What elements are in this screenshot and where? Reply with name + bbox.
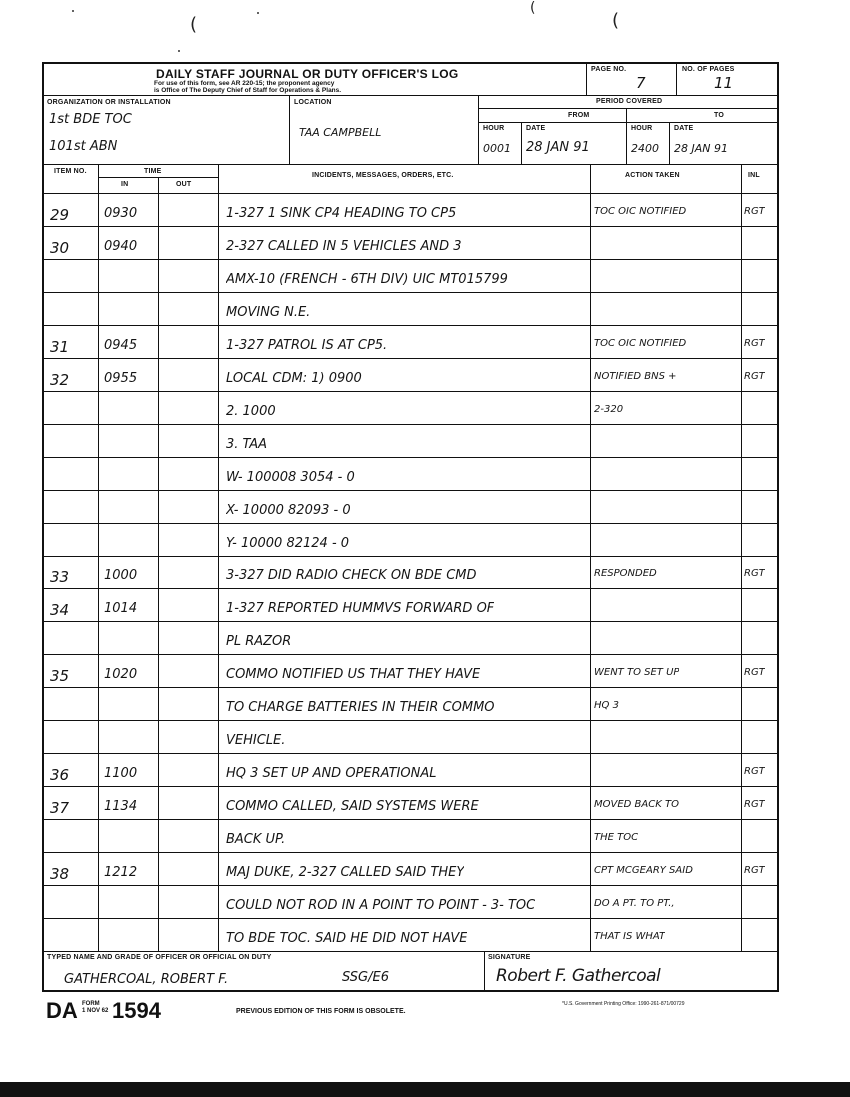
- incident-text: 2-327 CALLED IN 5 VEHICLES AND 3: [226, 238, 462, 254]
- incident-text: MOVING N.E.: [226, 304, 311, 320]
- incident-text: MAJ DUKE, 2-327 CALLED SAID THEY: [226, 865, 465, 881]
- col-init: INL: [748, 172, 760, 179]
- form-date: 1 NOV 62: [82, 1008, 109, 1014]
- table-row: [44, 621, 777, 654]
- table-row: [44, 259, 777, 292]
- page-no-value: 7: [636, 74, 646, 92]
- incident-text: X- 10000 82093 - 0: [226, 502, 351, 518]
- incident-text: COMMO CALLED, SAID SYSTEMS WERE: [226, 799, 479, 815]
- item-number: 30: [50, 238, 70, 257]
- action-taken: HQ 3: [594, 700, 619, 712]
- from-hour-label: HOUR: [483, 125, 505, 132]
- time-in: 1000: [104, 568, 138, 584]
- to-hour-value: 2400: [631, 142, 659, 155]
- incident-text: AMX-10 (FRENCH - 6TH DIV) UIC MT015799: [226, 271, 508, 287]
- table-row: [44, 885, 777, 918]
- incident-text: W- 100008 3054 - 0: [226, 469, 355, 485]
- typed-name-label: TYPED NAME AND GRADE OF OFFICER OR OFFICIAL ON DUTY: [47, 954, 272, 961]
- item-number: 31: [50, 337, 70, 356]
- stray-dot: [178, 50, 180, 52]
- signature: Robert F. Gathercoal: [496, 966, 661, 986]
- table-row: [44, 819, 777, 852]
- action-taken: TOC OIC NOTIFIED: [594, 205, 687, 217]
- table-row: [44, 391, 777, 424]
- incident-text: 2. 1000: [226, 403, 276, 419]
- table-row: [44, 588, 777, 621]
- form-label: FORM: [82, 1001, 100, 1007]
- action-taken: TOC OIC NOTIFIED: [594, 337, 687, 349]
- page-no-label: PAGE NO.: [591, 66, 627, 73]
- initials: RGT: [744, 370, 765, 382]
- action-taken: THAT IS WHAT: [594, 930, 666, 942]
- col-item-no: ITEM NO.: [54, 168, 87, 175]
- table-row: [44, 753, 777, 786]
- table-row: [44, 424, 777, 457]
- to-date-value: 28 JAN 91: [674, 142, 728, 155]
- col-incidents: INCIDENTS, MESSAGES, ORDERS, ETC.: [312, 172, 454, 179]
- initials: RGT: [744, 766, 765, 778]
- incident-text: 3. TAA: [226, 436, 268, 452]
- time-in: 1014: [104, 601, 138, 617]
- action-taken: 2-320: [594, 403, 624, 415]
- col-action: ACTION TAKEN: [625, 172, 680, 179]
- incident-text: TO BDE TOC. SAID HE DID NOT HAVE: [226, 930, 468, 946]
- journal-form: [42, 62, 779, 992]
- initials: RGT: [744, 667, 765, 679]
- incident-text: 3-327 DID RADIO CHECK ON BDE CMD: [226, 568, 477, 584]
- stray-mark: (: [530, 0, 536, 16]
- time-in: 0930: [104, 205, 138, 221]
- initials: RGT: [744, 205, 765, 217]
- form-number: 1594: [112, 998, 161, 1023]
- incident-text: LOCAL CDM: 1) 0900: [226, 370, 362, 386]
- table-row: [44, 786, 777, 819]
- table-row: [44, 852, 777, 885]
- action-taken: WENT TO SET UP: [594, 667, 680, 679]
- item-number: 35: [50, 667, 70, 686]
- incident-text: Y- 10000 82124 - 0: [226, 535, 350, 551]
- form-da-label: DA: [46, 998, 78, 1023]
- table-row: [44, 654, 777, 687]
- time-in: 0955: [104, 370, 138, 386]
- incident-text: 1-327 PATROL IS AT CP5.: [226, 337, 388, 353]
- no-of-pages-label: NO. OF PAGES: [682, 66, 735, 73]
- table-row: [44, 918, 777, 951]
- item-number: 38: [50, 865, 70, 884]
- form-subtitle-2: is Office of The Deputy Chief of Staff for Operations & Plans.: [154, 87, 342, 94]
- stray-dot: [72, 10, 74, 12]
- table-row: [44, 457, 777, 490]
- table-row: [44, 523, 777, 556]
- table-row: [44, 226, 777, 259]
- time-in: 1134: [104, 799, 138, 815]
- table-row: [44, 490, 777, 523]
- incident-text: 1-327 1 SINK CP4 HEADING TO CP5: [226, 205, 457, 221]
- time-in: 1100: [104, 766, 138, 782]
- item-number: 36: [50, 766, 70, 785]
- signature-label: SIGNATURE: [488, 954, 531, 961]
- from-date-label: DATE: [526, 125, 546, 132]
- to-date-label: DATE: [674, 125, 694, 132]
- action-taken: RESPONDED: [594, 568, 657, 580]
- initials: RGT: [744, 337, 765, 349]
- form-date-block: [82, 1001, 108, 1015]
- time-in: 1212: [104, 865, 138, 881]
- initials: RGT: [744, 568, 765, 580]
- table-row: [44, 687, 777, 720]
- from-hour-value: 0001: [483, 142, 511, 155]
- from-date-value: 28 JAN 91: [526, 140, 590, 155]
- stray-mark: (: [190, 14, 198, 35]
- item-number: 33: [50, 568, 70, 587]
- gpo-note: *U.S. Government Printing Office: 1990-261-871/00729: [562, 1001, 685, 1007]
- incident-text: PL RAZOR: [226, 634, 292, 650]
- action-taken: CPT MCGEARY SAID: [594, 865, 693, 877]
- col-time: TIME: [144, 168, 162, 175]
- period-from-label: FROM: [568, 112, 590, 119]
- table-row: [44, 193, 777, 226]
- location-label: LOCATION: [294, 99, 332, 106]
- col-out: OUT: [176, 181, 192, 188]
- item-number: 32: [50, 370, 70, 389]
- typed-name-value: GATHERCOAL, ROBERT F.: [64, 972, 229, 987]
- time-in: 0940: [104, 238, 138, 254]
- item-number: 37: [50, 799, 70, 818]
- incident-text: HQ 3 SET UP AND OPERATIONAL: [226, 766, 437, 782]
- incident-text: VEHICLE.: [226, 733, 286, 749]
- table-row: [44, 358, 777, 391]
- initials: RGT: [744, 865, 765, 877]
- form-subtitle-1: For use of this form, see AR 220-15; the proponent agency: [154, 80, 335, 87]
- scan-edge-bar: [0, 1082, 850, 1097]
- action-taken: NOTIFIED BNS +: [594, 370, 677, 382]
- org-line-1: 1st BDE TOC: [49, 112, 132, 127]
- incident-text: BACK UP.: [226, 832, 286, 848]
- time-in: 1020: [104, 667, 138, 683]
- incident-text: TO CHARGE BATTERIES IN THEIR COMMO: [226, 700, 495, 716]
- incident-text: COMMO NOTIFIED US THAT THEY HAVE: [226, 667, 481, 683]
- no-of-pages-value: 11: [714, 74, 734, 92]
- period-label: PERIOD COVERED: [596, 98, 663, 105]
- item-number: 29: [50, 205, 70, 224]
- form-title: DAILY STAFF JOURNAL OR DUTY OFFICER'S LOG: [156, 67, 459, 81]
- table-row: [44, 556, 777, 589]
- col-in: IN: [121, 181, 129, 188]
- table-row: [44, 325, 777, 358]
- initials: RGT: [744, 799, 765, 811]
- incident-text: 1-327 REPORTED HUMMVS FORWARD OF: [226, 601, 495, 617]
- location-value: TAA CAMPBELL: [299, 126, 382, 139]
- to-hour-label: HOUR: [631, 125, 653, 132]
- item-number: 34: [50, 601, 70, 620]
- org-line-2: 101st ABN: [49, 139, 118, 154]
- org-label: ORGANIZATION OR INSTALLATION: [47, 99, 171, 106]
- incident-text: COULD NOT ROD IN A POINT TO POINT - 3- TOC: [226, 898, 536, 914]
- grade-value: SSG/E6: [342, 970, 389, 985]
- action-taken: DO A PT. TO PT.,: [594, 898, 675, 910]
- table-row: [44, 720, 777, 753]
- log-entries: [44, 193, 777, 951]
- previous-edition-note: PREVIOUS EDITION OF THIS FORM IS OBSOLETE.: [236, 1008, 406, 1015]
- period-to-label: TO: [714, 112, 724, 119]
- table-row: [44, 292, 777, 325]
- stray-dot: [257, 12, 259, 14]
- time-in: 0945: [104, 337, 138, 353]
- action-taken: THE TOC: [594, 832, 639, 844]
- stray-mark: (: [612, 10, 620, 31]
- action-taken: MOVED BACK TO: [594, 799, 679, 811]
